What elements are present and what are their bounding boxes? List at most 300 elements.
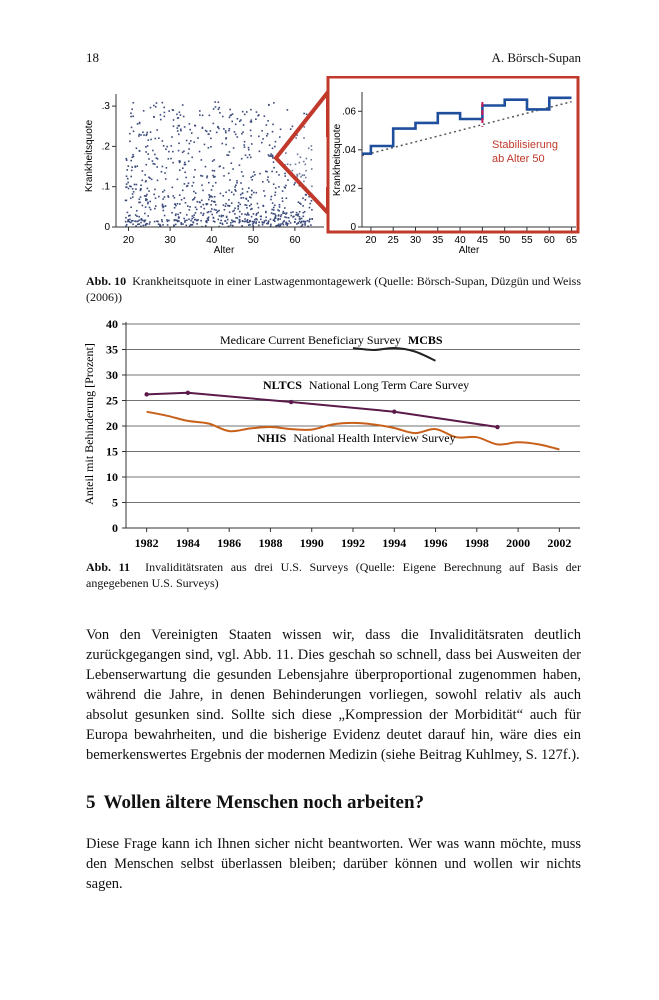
scatter-point (193, 176, 195, 178)
scatter-point (235, 123, 237, 125)
body-paragraph-2: Diese Frage kann ich Ihnen sicher nicht beantworten. Wer was wann möchte, muss den Menschen selbst überlassen bleiben; darüber können und wollen wir nichts sagen. (86, 836, 581, 892)
scatter-point (185, 177, 187, 179)
scatter-point (149, 201, 151, 203)
scatter-point (235, 217, 237, 219)
scatter-point (306, 113, 308, 115)
scatter-point (304, 223, 306, 225)
scatter-point (280, 223, 282, 225)
scatter-point (154, 208, 156, 210)
scatter-point (140, 188, 142, 190)
scatter-point (184, 162, 186, 164)
scatter-point (181, 199, 183, 201)
scatter-point (152, 163, 154, 165)
scatter-point (298, 222, 300, 224)
scatter-point (132, 193, 134, 195)
scatter-point (183, 218, 185, 220)
scatter-point (125, 217, 127, 219)
scatter-point (200, 212, 202, 214)
scatter-point (270, 219, 272, 221)
scatter-point (242, 175, 244, 177)
scatter-point (253, 192, 255, 194)
scatter-point (274, 218, 276, 220)
scatter-point (165, 148, 167, 150)
scatter-point (251, 194, 253, 196)
scatter-point (154, 163, 156, 165)
scatter-point (284, 212, 286, 214)
scatter-point (226, 216, 228, 218)
nltcs-label-bold: NLTCS (263, 378, 302, 392)
scatter-point (242, 188, 244, 190)
scatter-point (135, 221, 137, 223)
scatter-point (266, 135, 268, 137)
scatter-point (272, 156, 274, 158)
scatter-point (139, 122, 141, 124)
scatter-point (249, 220, 251, 222)
scatter-point (228, 205, 230, 207)
scatter-point (263, 205, 265, 207)
scatter-point (131, 108, 133, 110)
scatter-point (248, 147, 250, 149)
scatter-point (299, 211, 301, 213)
scatter-point (301, 221, 303, 223)
scatter-point (262, 222, 264, 224)
scatter-point (149, 221, 151, 223)
scatter-point (219, 222, 221, 224)
scatter-point (131, 170, 133, 172)
scatter-point (267, 176, 269, 178)
scatter-point (158, 137, 160, 139)
scatter-point (202, 115, 204, 117)
scatter-point (221, 216, 223, 218)
scatter-point (286, 197, 288, 199)
scatter-point (220, 193, 222, 195)
scatter-point (262, 224, 264, 226)
scatter-point (228, 172, 230, 174)
scatter-point (141, 180, 143, 182)
x-tick-label: 2000 (506, 536, 531, 550)
scatter-point (152, 160, 154, 162)
scatter-point (247, 200, 249, 202)
scatter-point (299, 202, 301, 204)
scatter-point (189, 143, 191, 145)
scatter-point (144, 213, 146, 215)
scatter-point (168, 158, 170, 160)
scatter-point (311, 209, 313, 211)
scatter-point (162, 191, 164, 193)
scatter-point (274, 213, 276, 215)
scatter-point (161, 171, 163, 173)
scatter-point (284, 207, 286, 209)
scatter-point (270, 155, 272, 157)
scatter-point (164, 190, 166, 192)
scatter-point (174, 207, 176, 209)
scatter-point (184, 172, 186, 174)
scatter-point (238, 202, 240, 204)
scatter-point (212, 160, 214, 162)
scatter-point (128, 188, 130, 190)
scatter-point (284, 175, 286, 177)
scatter-point (262, 138, 264, 140)
scatter-point (190, 224, 192, 226)
scatter-point (229, 128, 231, 130)
scatter-point (127, 219, 129, 221)
scatter-point (177, 130, 179, 132)
scatter-point (239, 121, 241, 123)
scatter-point (252, 175, 254, 177)
scatter-point (178, 142, 180, 144)
scatter-point (282, 190, 284, 192)
scatter-point (218, 108, 220, 110)
scatter-point (186, 219, 188, 221)
scatter-point (244, 204, 246, 206)
scatter-point (310, 224, 312, 226)
scatter-point (133, 156, 135, 158)
scatter-point (178, 134, 180, 136)
scatter-point (229, 117, 231, 119)
step-x-tick-label: 40 (454, 235, 466, 246)
scatter-point (269, 144, 271, 146)
scatter-point (212, 185, 214, 187)
scatter-point (162, 166, 164, 168)
scatter-point (201, 184, 203, 186)
scatter-point (155, 197, 157, 199)
scatter-point (270, 199, 272, 201)
scatter-point (162, 204, 164, 206)
scatter-point (209, 115, 211, 117)
scatter-point (298, 201, 300, 203)
scatter-point (158, 196, 160, 198)
scatter-point (153, 116, 155, 118)
scatter-point (189, 129, 191, 131)
scatter-point (148, 177, 150, 179)
scatter-point (174, 219, 176, 221)
x-tick-label: 1990 (299, 536, 324, 550)
scatter-point (241, 225, 243, 227)
scatter-point (244, 114, 246, 116)
scatter-point (272, 157, 274, 159)
scatter-point (177, 179, 179, 181)
scatter-point (184, 183, 186, 185)
scatter-x-tick-label: 50 (247, 235, 259, 246)
scatter-point (164, 112, 166, 114)
scatter-point (145, 164, 147, 166)
scatter-point (199, 114, 201, 116)
scatter-point (234, 189, 236, 191)
scatter-point (285, 185, 287, 187)
scatter-point (163, 210, 165, 212)
scatter-point (309, 207, 311, 209)
scatter-point (150, 139, 152, 141)
nhis-label-text: National Health Interview Survey (293, 431, 456, 445)
scatter-point (188, 209, 190, 211)
scatter-point (236, 182, 238, 184)
scatter-point (162, 102, 164, 104)
scatter-point (148, 139, 150, 141)
scatter-point (178, 125, 180, 127)
scatter-point (287, 179, 289, 181)
scatter-point (154, 221, 156, 223)
scatter-point (147, 215, 149, 217)
scatter-point (207, 218, 209, 220)
scatter-point (286, 212, 288, 214)
scatter-point (208, 219, 210, 221)
scatter-point (234, 213, 236, 215)
scatter-point (136, 184, 138, 186)
scatter-point (272, 131, 274, 133)
scatter-point (150, 209, 152, 211)
scatter-point (246, 207, 248, 209)
scatter-point (163, 107, 165, 109)
scatter-point (174, 203, 176, 205)
scatter-point (280, 128, 282, 130)
scatter-point (189, 206, 191, 208)
scatter-point (258, 221, 260, 223)
scatter-point (139, 202, 141, 204)
scatter-point (225, 130, 227, 132)
scatter-point (192, 221, 194, 223)
scatter-point (239, 204, 241, 206)
scatter-point (125, 186, 127, 188)
scatter-point (136, 165, 138, 167)
scatter-point (151, 179, 153, 181)
scatter-point (255, 192, 257, 194)
scatter-point (228, 154, 230, 156)
scatter-point (284, 186, 286, 188)
scatter-point (273, 207, 275, 209)
scatter-point (232, 225, 234, 227)
scatter-point (305, 221, 307, 223)
scatter-point (178, 217, 180, 219)
scatter-point (149, 207, 151, 209)
scatter-point (138, 223, 140, 225)
scatter-point (282, 222, 284, 224)
scatter-point (249, 205, 251, 207)
scatter-point (139, 150, 141, 152)
scatter-point (259, 173, 261, 175)
scatter-point (251, 121, 253, 123)
scatter-point (179, 161, 181, 163)
scatter-point (193, 217, 195, 219)
scatter-point (281, 214, 283, 216)
scatter-point (146, 132, 148, 134)
scatter-point (272, 213, 274, 215)
scatter-point (196, 223, 198, 225)
scatter-point (175, 224, 177, 226)
scatter-point (219, 215, 221, 217)
scatter-point (303, 113, 305, 115)
scatter-point (258, 207, 260, 209)
nltcs-point (144, 392, 148, 396)
scatter-point (223, 204, 225, 206)
scatter-point (303, 212, 305, 214)
scatter-point (231, 191, 233, 193)
scatter-point (143, 220, 145, 222)
scatter-point (278, 215, 280, 217)
section-title: Wollen ältere Menschen noch arbeiten? (103, 792, 425, 813)
scatter-point (220, 220, 222, 222)
scatter-point (249, 196, 251, 198)
scatter-point (225, 220, 227, 222)
scatter-point (193, 214, 195, 216)
scatter-point (244, 146, 246, 148)
scatter-point (256, 213, 258, 215)
scatter-point (184, 164, 186, 166)
scatter-point (234, 186, 236, 188)
scatter-point (231, 219, 233, 221)
scatter-point (173, 109, 175, 111)
scatter-point (243, 144, 245, 146)
scatter-point (223, 128, 225, 130)
scatter-point (168, 196, 170, 198)
scatter-point (273, 161, 275, 163)
scatter-point (223, 215, 225, 217)
scatter-point (225, 144, 227, 146)
scatter-x-tick-label: 60 (289, 235, 301, 246)
scatter-point (146, 134, 148, 136)
scatter-point (273, 219, 275, 221)
scatter-y-tick-label: .2 (101, 141, 110, 153)
scatter-point (128, 165, 130, 167)
step-y-tick-label: .06 (342, 106, 356, 118)
scatter-point (279, 206, 281, 208)
scatter-point (302, 197, 304, 199)
stabilization-annotation-line2: ab Alter 50 (492, 153, 545, 165)
scatter-point (179, 111, 181, 113)
scatter-point (193, 191, 195, 193)
scatter-point (156, 220, 158, 222)
y-tick-labels (106, 317, 126, 535)
scatter-point (271, 209, 273, 211)
scatter-point (210, 204, 212, 206)
scatter-point (225, 137, 227, 139)
scatter-point (135, 166, 137, 168)
scatter-point (273, 183, 275, 185)
scatter-point (277, 218, 279, 220)
scatter-point (265, 211, 267, 213)
scatter-point (288, 220, 290, 222)
scatter-point (179, 203, 181, 205)
scatter-point (218, 107, 220, 109)
scatter-point (200, 175, 202, 177)
scatter-point (142, 131, 144, 133)
scatter-point (282, 197, 284, 199)
scatter-point (247, 212, 249, 214)
scatter-point (139, 198, 141, 200)
scatter-point (186, 225, 188, 227)
scatter-point (250, 204, 252, 206)
scatter-point (130, 160, 132, 162)
scatter-point (168, 220, 170, 222)
scatter-point (173, 224, 175, 226)
scatter-point (213, 159, 215, 161)
gridlines (126, 324, 580, 503)
scatter-point (188, 160, 190, 162)
scatter-point (293, 184, 295, 186)
scatter-point (302, 224, 304, 226)
scatter-point (245, 198, 247, 200)
scatter-point (280, 216, 282, 218)
scatter-point (236, 136, 238, 138)
scatter-point (132, 102, 134, 104)
scatter-point (199, 201, 201, 203)
scatter-point (301, 218, 303, 220)
scatter-point (177, 214, 179, 216)
scatter-point (278, 223, 280, 225)
scatter-point (132, 188, 134, 190)
scatter-point (126, 183, 128, 185)
scatter-point (215, 106, 217, 108)
scatter-point (154, 189, 156, 191)
scatter-point (167, 221, 169, 223)
scatter-point (167, 224, 169, 226)
scatter-point (222, 116, 224, 118)
scatter-point (130, 197, 132, 199)
scatter-x-tick-label: 30 (164, 235, 176, 246)
section-heading (86, 792, 432, 814)
scatter-point (247, 157, 249, 159)
scatter-point (252, 221, 254, 223)
figure-10-caption (86, 273, 581, 305)
scatter-point (272, 202, 274, 204)
scatter-point (279, 136, 281, 138)
scatter-point (221, 143, 223, 145)
scatter-point (187, 185, 189, 187)
scatter-point (191, 185, 193, 187)
scatter-point (148, 158, 150, 160)
scatter-point (147, 203, 149, 205)
scatter-point (177, 203, 179, 205)
scatter-point (194, 219, 196, 221)
scatter-point (222, 223, 224, 225)
scatter-point (161, 221, 163, 223)
scatter-point (302, 205, 304, 207)
scatter-point (213, 217, 215, 219)
scatter-point (251, 190, 253, 192)
scatter-point (235, 134, 237, 136)
scatter-point (127, 212, 129, 214)
scatter-point (227, 219, 229, 221)
scatter-point (142, 205, 144, 207)
scatter-point (246, 204, 248, 206)
scatter-point (233, 147, 235, 149)
scatter-point (265, 171, 267, 173)
scatter-point (251, 179, 253, 181)
y-tick-label: 20 (106, 419, 118, 433)
scatter-point (256, 111, 258, 113)
scatter-point (156, 129, 158, 131)
scatter-point (197, 220, 199, 222)
scatter-point (254, 219, 256, 221)
scatter-point (257, 212, 259, 214)
scatter-point (164, 215, 166, 217)
scatter-point (303, 221, 305, 223)
scatter-point (196, 209, 198, 211)
scatter-point (234, 131, 236, 133)
step-x-tick-label: 65 (565, 235, 578, 246)
scatter-point (214, 176, 216, 178)
scatter-point (208, 199, 210, 201)
scatter-point (171, 136, 173, 138)
scatter-point (192, 215, 194, 217)
scatter-point (244, 218, 246, 220)
scatter-point (217, 219, 219, 221)
scatter-point (179, 169, 181, 171)
scatter-point (228, 199, 230, 201)
scatter-point (245, 221, 247, 223)
scatter-point (210, 130, 212, 132)
scatter-point (206, 177, 208, 179)
figure-10 (82, 76, 584, 260)
